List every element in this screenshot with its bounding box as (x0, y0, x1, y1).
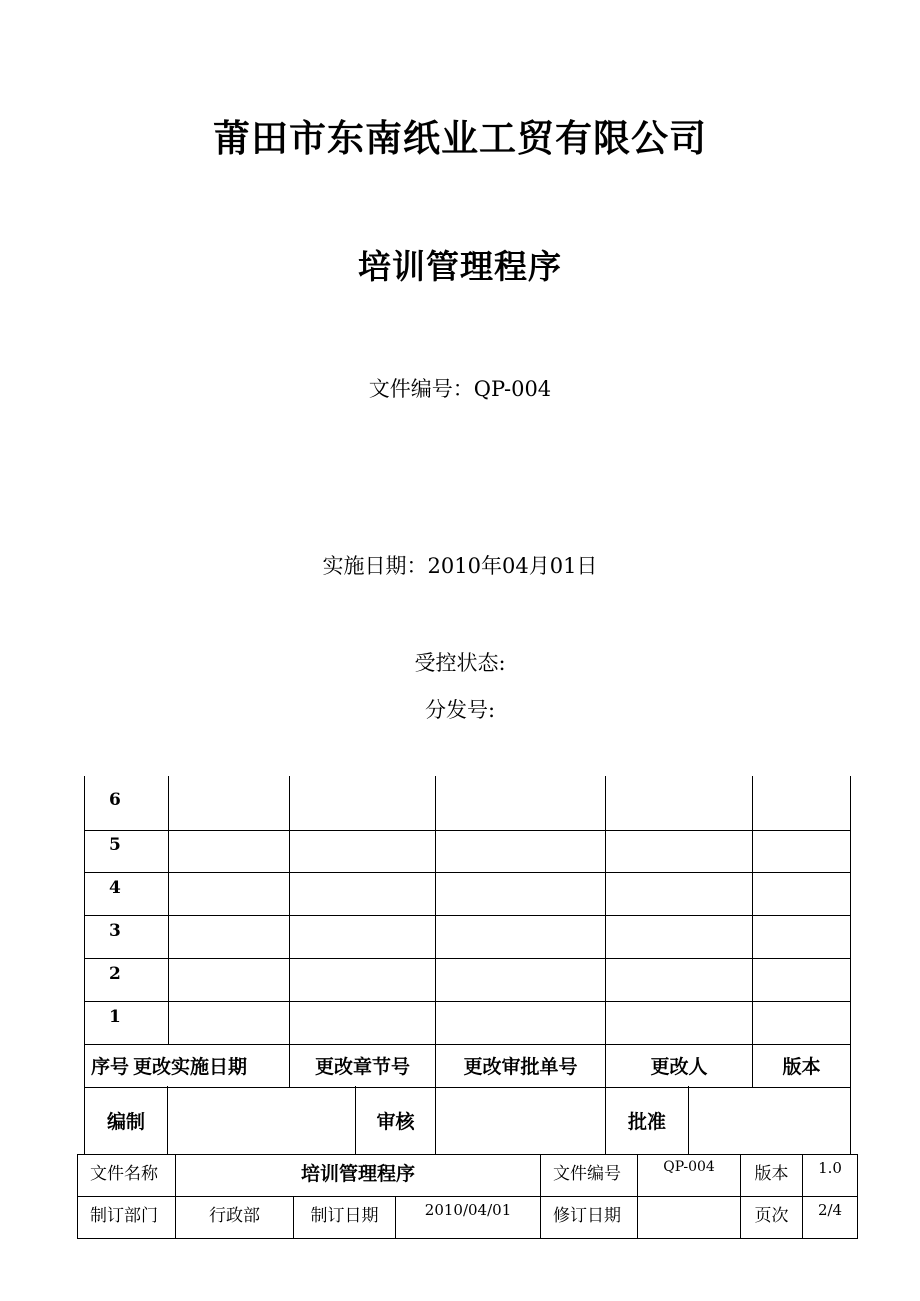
page-label: 页次 (741, 1197, 803, 1239)
reviewed-field[interactable] (436, 1086, 606, 1155)
revision-table (84, 776, 851, 1088)
version-label: 版本 (741, 1155, 803, 1197)
approved-label: 批准 (606, 1086, 689, 1155)
header-version: 版本 (753, 1044, 851, 1087)
header-approval-no: 更改审批单号 (436, 1044, 606, 1087)
revise-date-value (638, 1197, 741, 1239)
revision-row-number: 6 (85, 776, 169, 830)
revise-date-label: 修订日期 (541, 1197, 638, 1239)
version-value: 1.0 (803, 1155, 858, 1197)
approved-field[interactable] (689, 1086, 851, 1155)
file-name-value: 培训管理程序 (176, 1155, 541, 1197)
company-name: 莆田市东南纸业工贸有限公司 (213, 117, 707, 160)
reviewed-label: 审核 (356, 1086, 436, 1155)
revision-header-row (85, 1044, 851, 1087)
control-status: 受控状态: (414, 651, 506, 675)
revision-row (85, 958, 851, 1001)
file-number-value: QP-004 (638, 1155, 741, 1197)
header-changer: 更改人 (606, 1044, 753, 1087)
header-seq: 序号 (91, 1056, 130, 1078)
document-title: 培训管理程序 (358, 247, 562, 286)
revision-row-number: 2 (85, 958, 169, 1001)
signoff-row (85, 1086, 851, 1155)
header-change-date: 更改实施日期 (133, 1056, 248, 1078)
info-row (78, 1155, 858, 1197)
document-info-table (77, 1154, 858, 1239)
revision-row-number: 3 (85, 915, 169, 958)
implementation-date: 实施日期：2010年04月01日 (322, 554, 598, 578)
page-value: 2/4 (803, 1197, 858, 1239)
file-name-label: 文件名称 (78, 1155, 176, 1197)
revision-row (85, 915, 851, 958)
department-value: 行政部 (176, 1197, 294, 1239)
revision-row (85, 1001, 851, 1044)
signoff-table (84, 1086, 851, 1155)
department-label: 制订部门 (78, 1197, 176, 1239)
made-date-value: 2010/04/01 (396, 1197, 541, 1239)
revision-row (85, 776, 851, 830)
revision-row-number: 4 (85, 872, 169, 915)
revision-row (85, 830, 851, 872)
file-number-label: 文件编号 (541, 1155, 638, 1197)
revision-row (85, 872, 851, 915)
made-date-label: 制订日期 (294, 1197, 396, 1239)
info-row (78, 1197, 858, 1239)
revision-row-number: 1 (85, 1001, 169, 1044)
distribution-number: 分发号: (424, 698, 496, 722)
prepared-label: 编制 (85, 1086, 168, 1155)
document-number: 文件编号：QP-004 (368, 377, 552, 401)
revision-row-number: 5 (85, 830, 169, 872)
header-chapter: 更改章节号 (290, 1044, 436, 1087)
prepared-field[interactable] (168, 1086, 356, 1155)
